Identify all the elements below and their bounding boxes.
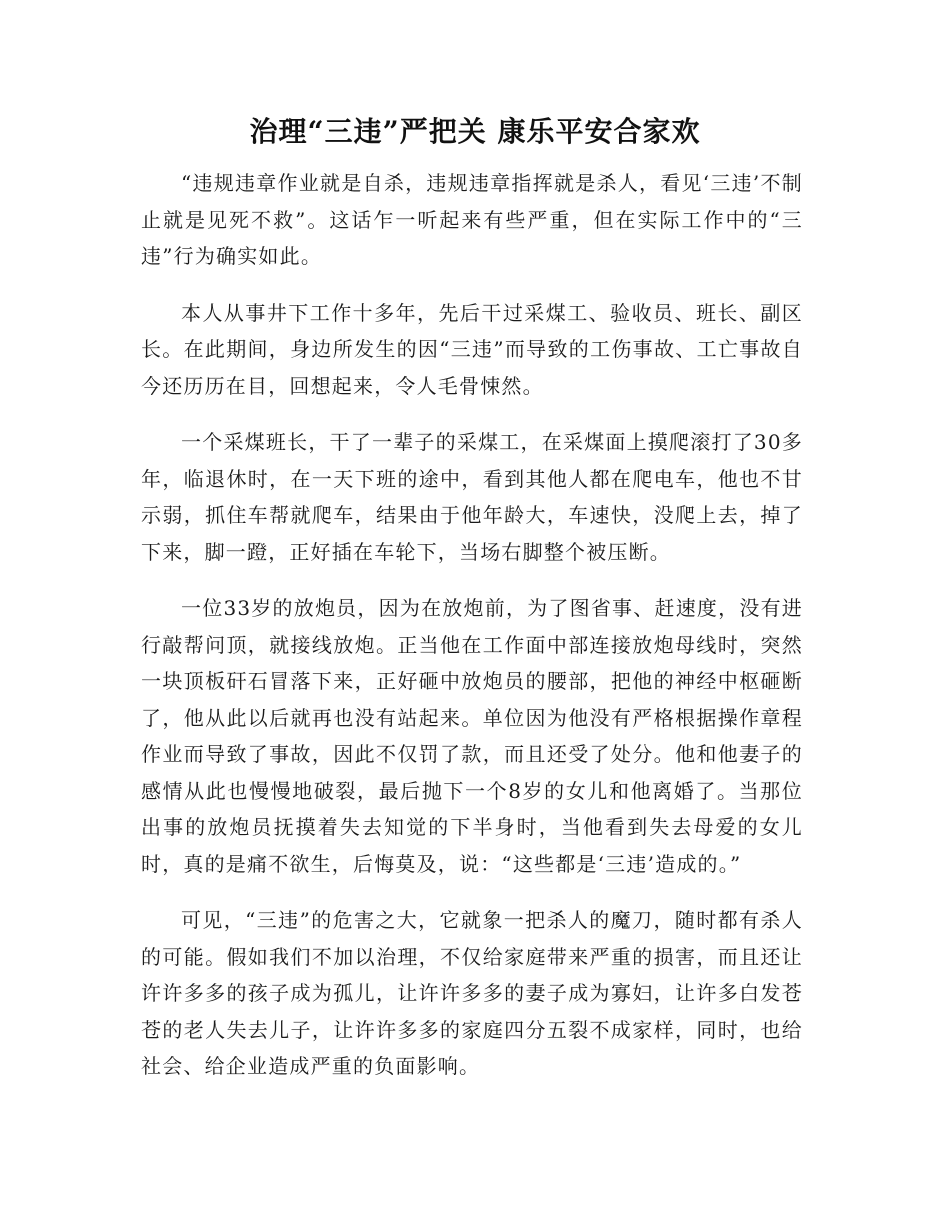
document-title: 治理“三违”严把关 康乐平安合家欢 bbox=[249, 115, 701, 148]
document-body bbox=[141, 165, 803, 1105]
paragraph: 本人从事井下工作十多年，先后干过采煤工、验收员、班长、副区长。在此期间，身边所发生的因“三违”而导致的工伤事故、工亡事故自今还历历在目，回想起来，令人毛骨悚然。 bbox=[141, 300, 803, 398]
paragraph: “违规违章作业就是自杀，违规违章指挥就是杀人，看见‘三违’不制止就是见死不救”。这话乍一听起来有些严重，但在实际工作中的“三违”行为确实如此。 bbox=[141, 171, 803, 268]
paragraph: 可见，“三违”的危害之大，它就象一把杀人的魔刀，随时都有杀人的可能。假如我们不加以治理，不仅给家庭带来严重的损害，而且还让许许多多的孩子成为孤儿，让许许多多的妻子成为寡妇，让许多白发苍苍的老人失去儿子，让许许多多的家庭四分五裂不成家样，同时，也给社会、给企业造成严重的负面影响。 bbox=[141, 908, 803, 1078]
paragraph: 一位33岁的放炮员，因为在放炮前，为了图省事、赶速度，没有进行敲帮问顶，就接线放炮。正当他在工作面中部连接放炮母线时，突然一块顶板矸石冒落下来，正好砸中放炮员的腰部，把他的神经中枢砸断了，他从此以后就再也没有站起来。单位因为他没有严格根据操作章程作业而导致了事故，因此不仅罚了款，而且还受了处分。他和他妻子的感情从此也慢慢地破裂，最后抛下一个8岁的女儿和他离婚了。当那位出事的放炮员抚摸着失去知觉的下半身时，当他看到失去母爱的女儿时，真的是痛不欲生，后悔莫及，说：“这些都是‘三违’造成的。” bbox=[141, 596, 803, 876]
paragraph: 一个采煤班长，干了一辈子的采煤工，在采煤面上摸爬滚打了30多年，临退休时，在一天下班的途中，看到其他人都在爬电车，他也不甘示弱，抓住车帮就爬车，结果由于他年龄大，车速快，没爬上去，掉了下来，脚一蹬，正好插在车轮下，当场右脚整个被压断。 bbox=[141, 430, 803, 564]
